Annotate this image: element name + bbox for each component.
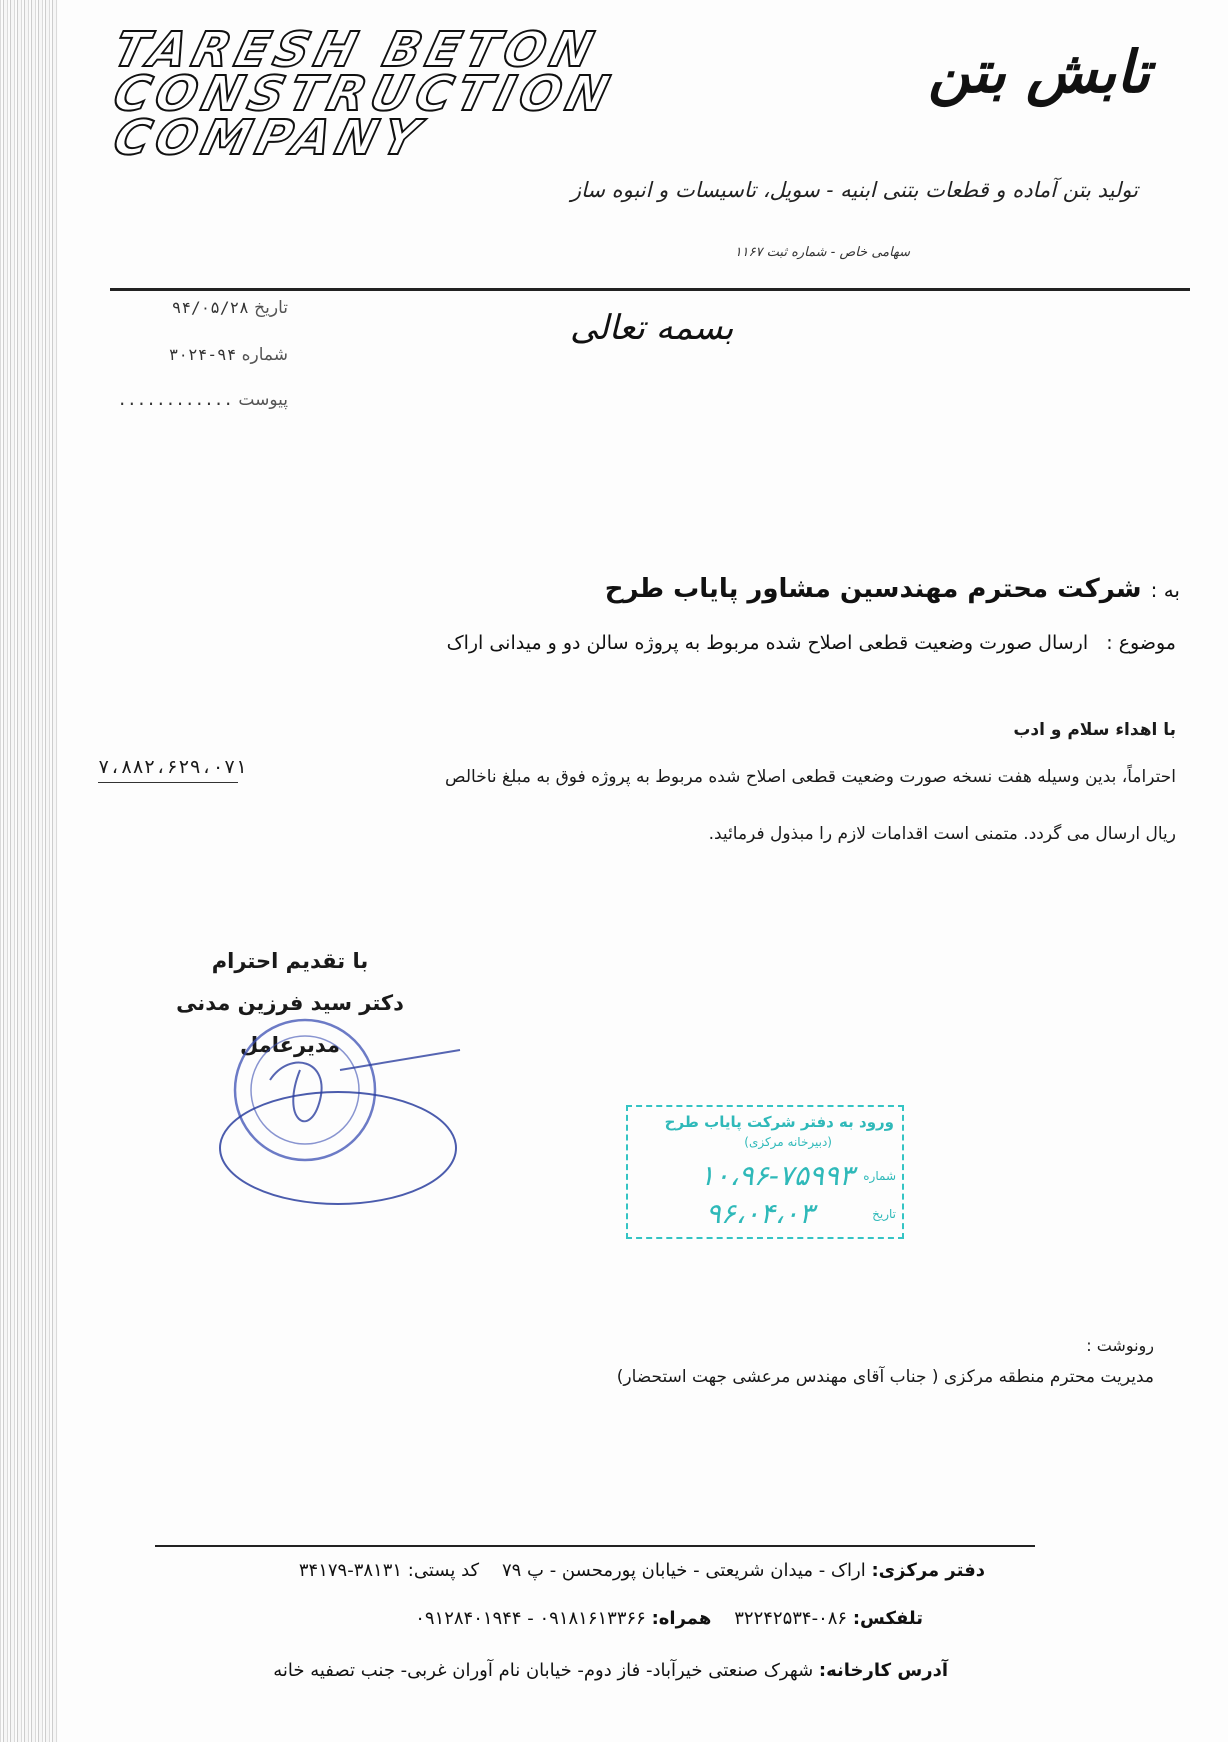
date-value: ۹۴/۰۵/۲۸: [171, 298, 249, 317]
attachment-value: ............: [117, 390, 233, 409]
company-logo-fa: تابش بتن: [928, 38, 1150, 106]
date-row: [118, 298, 288, 318]
stamp-subtitle: (دبیرخانه مرکزی): [744, 1135, 832, 1149]
subject-line: [447, 632, 1176, 654]
recipient-line: [605, 574, 1180, 604]
header-divider: [110, 288, 1190, 291]
signature-name: دکتر سید فرزین مدنی: [176, 991, 404, 1015]
body-line-1: احتراماً، بدین وسیله هفت نسخه صورت وضعیت قطعی اصلاح شده مربوط به پروژه فوق به مبلغ ناخالص: [445, 767, 1176, 787]
signature-closing: با تقدیم احترام: [211, 949, 369, 973]
factory-label: آدرس کارخانه:: [818, 1660, 948, 1681]
amount-value: ۷،۸۸۲،۶۲۹،۰۷۱: [98, 756, 238, 783]
logo-en-line-3: COMPANY: [108, 110, 431, 166]
attachment-row: [118, 390, 288, 410]
attachment-label: پیوست: [238, 390, 288, 410]
office-label: دفتر مرکزی:: [871, 1560, 985, 1581]
number-value: ۹۴-۳۰۲۴: [168, 345, 237, 364]
factory-address: شهرک صنعتی خیرآباد- فاز دوم- خیابان نام آوران غربی- جنب تصفیه خانه: [273, 1660, 814, 1681]
recipient-name: شرکت محترم مهندسین مشاور پایاب طرح: [604, 574, 1142, 604]
logo-en-line-2: CONSTRUCTION: [108, 66, 621, 122]
company-tagline: تولید بتن آماده و قطعات بتنی ابنیه - سویل، تاسیسات و انبوه ساز: [570, 178, 1138, 202]
greeting-text: با اهداء سلام و ادب: [1013, 720, 1176, 740]
stamp-date-label: تاریخ: [872, 1207, 896, 1221]
receipt-stamp: [626, 1105, 904, 1239]
invocation-text: بسمه تعالی: [570, 308, 734, 348]
footer-phone-line: [415, 1608, 923, 1629]
stamp-title: ورود به دفتر شرکت پایاب طرح: [664, 1113, 894, 1131]
copy-text: مدیریت محترم منطقه مرکزی ( جناب آقای مهندس مرعشی جهت استحضار): [616, 1367, 1154, 1387]
phone-label: تلفکس:: [852, 1608, 923, 1629]
mobile-value: ۰۹۱۸۱۶۱۳۳۶۶ - ۰۹۱۲۸۴۰۱۹۴۴: [415, 1608, 646, 1629]
copy-label: رونوشت :: [1086, 1336, 1154, 1355]
postal-label: کد پستی:: [407, 1560, 480, 1581]
company-logo-en: [108, 22, 655, 166]
office-address: اراک - میدان شریعتی - خیابان پورمحسن - پ ۷۹: [501, 1560, 866, 1581]
phone-value: ۰۸۶-۳۲۲۴۲۵۳۴: [734, 1608, 848, 1629]
subject-text: ارسال صورت وضعیت قطعی اصلاح شده مربوط به پروژه سالن دو و میدانی اراک: [446, 632, 1089, 654]
logo-en-line-1: TARESH BETON: [108, 22, 605, 78]
recipient-prefix: به :: [1150, 578, 1180, 602]
footer-office-line: [299, 1560, 985, 1581]
footer-divider: [155, 1545, 1035, 1547]
stamp-number-value: ۱۰،۹۶-۷۵۹۹۳: [699, 1159, 854, 1192]
company-seal: [210, 1010, 510, 1220]
footer-factory-line: [273, 1660, 948, 1681]
mobile-label: همراه:: [651, 1608, 712, 1629]
scan-edge-artifact: [0, 0, 58, 1742]
registration-number: سهامی خاص - شماره ثبت ۱۱۶۷: [734, 245, 910, 260]
subject-label: موضوع :: [1106, 632, 1176, 654]
number-label: شماره: [241, 345, 288, 365]
stamp-number-label: شماره: [863, 1169, 896, 1183]
number-row: [118, 345, 288, 365]
body-line-2: ریال ارسال می گردد. متمنی است اقدامات لازم را مبذول فرمائید.: [708, 824, 1176, 844]
signature-title: مدیرعامل: [239, 1033, 341, 1057]
postal-value: ۳۸۱۳۱-۳۴۱۷۹: [298, 1560, 403, 1581]
stamp-date-value: ۹۶،۰۴،۰۳: [705, 1197, 814, 1230]
date-label: تاریخ: [254, 298, 288, 318]
